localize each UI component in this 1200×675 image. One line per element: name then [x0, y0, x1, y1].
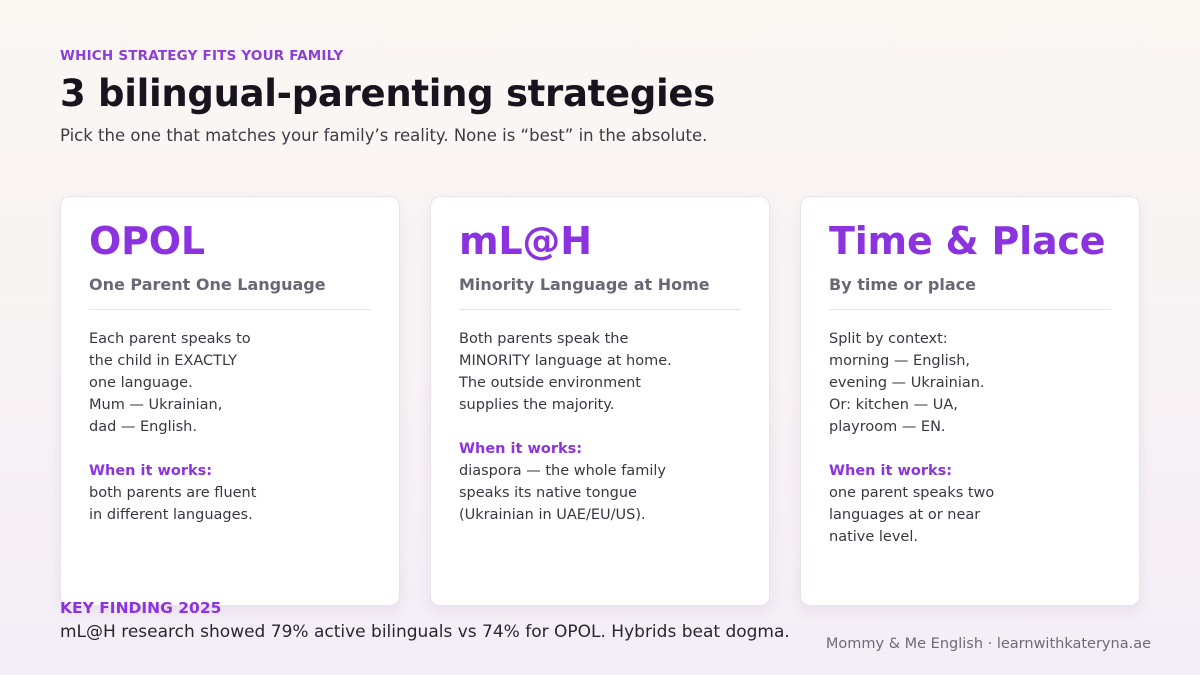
card-description: Split by context: morning — English, evening — Ukrainian. Or: kitchen — UA, playroom — EN. [829, 331, 985, 435]
key-finding-text: mL@H research showed 79% active bilinguals vs 74% for OPOL. Hybrids beat dogma. [60, 622, 790, 642]
when-it-works-label: When it works: [459, 441, 583, 457]
when-it-works-text: diaspora — the whole family speaks its native tongue (Ukrainian in UAE/EU/US). [459, 463, 666, 523]
eyebrow-label: WHICH STRATEGY FITS YOUR FAMILY [60, 48, 344, 64]
footer-credit: Mommy & Me English · learnwithkateryna.ae [825, 636, 1151, 652]
when-it-works-label: When it works: [89, 463, 213, 479]
when-it-works-text: one parent speaks two languages at or near native level. [829, 485, 995, 545]
when-it-works-label: When it works: [829, 463, 953, 479]
card-divider [459, 309, 741, 310]
card-divider [829, 309, 1111, 310]
strategy-card-mlah [430, 196, 770, 606]
strategy-card-opol [60, 196, 400, 606]
card-title: Time & Place [829, 219, 1106, 263]
strategy-card-time-place [800, 196, 1140, 606]
card-description: Each parent speaks to the child in EXACTLY one language. Mum — Ukrainian, dad — English. [89, 331, 251, 435]
card-title: OPOL [89, 219, 205, 263]
card-subtitle: By time or place [829, 275, 976, 294]
card-subtitle: One Parent One Language [89, 275, 326, 294]
card-title: mL@H [459, 219, 592, 263]
page-subtitle: Pick the one that matches your family’s reality. None is “best” in the absolute. [60, 126, 708, 145]
card-subtitle: Minority Language at Home [459, 275, 710, 294]
when-it-works-text: both parents are fluent in different languages. [89, 485, 257, 523]
page-title: 3 bilingual-parenting strategies [60, 72, 715, 115]
card-description: Both parents speak the MINORITY language at home. The outside environment supplies the majority. [459, 331, 672, 413]
key-finding-label: KEY FINDING 2025 [60, 599, 222, 617]
card-divider [89, 309, 371, 310]
